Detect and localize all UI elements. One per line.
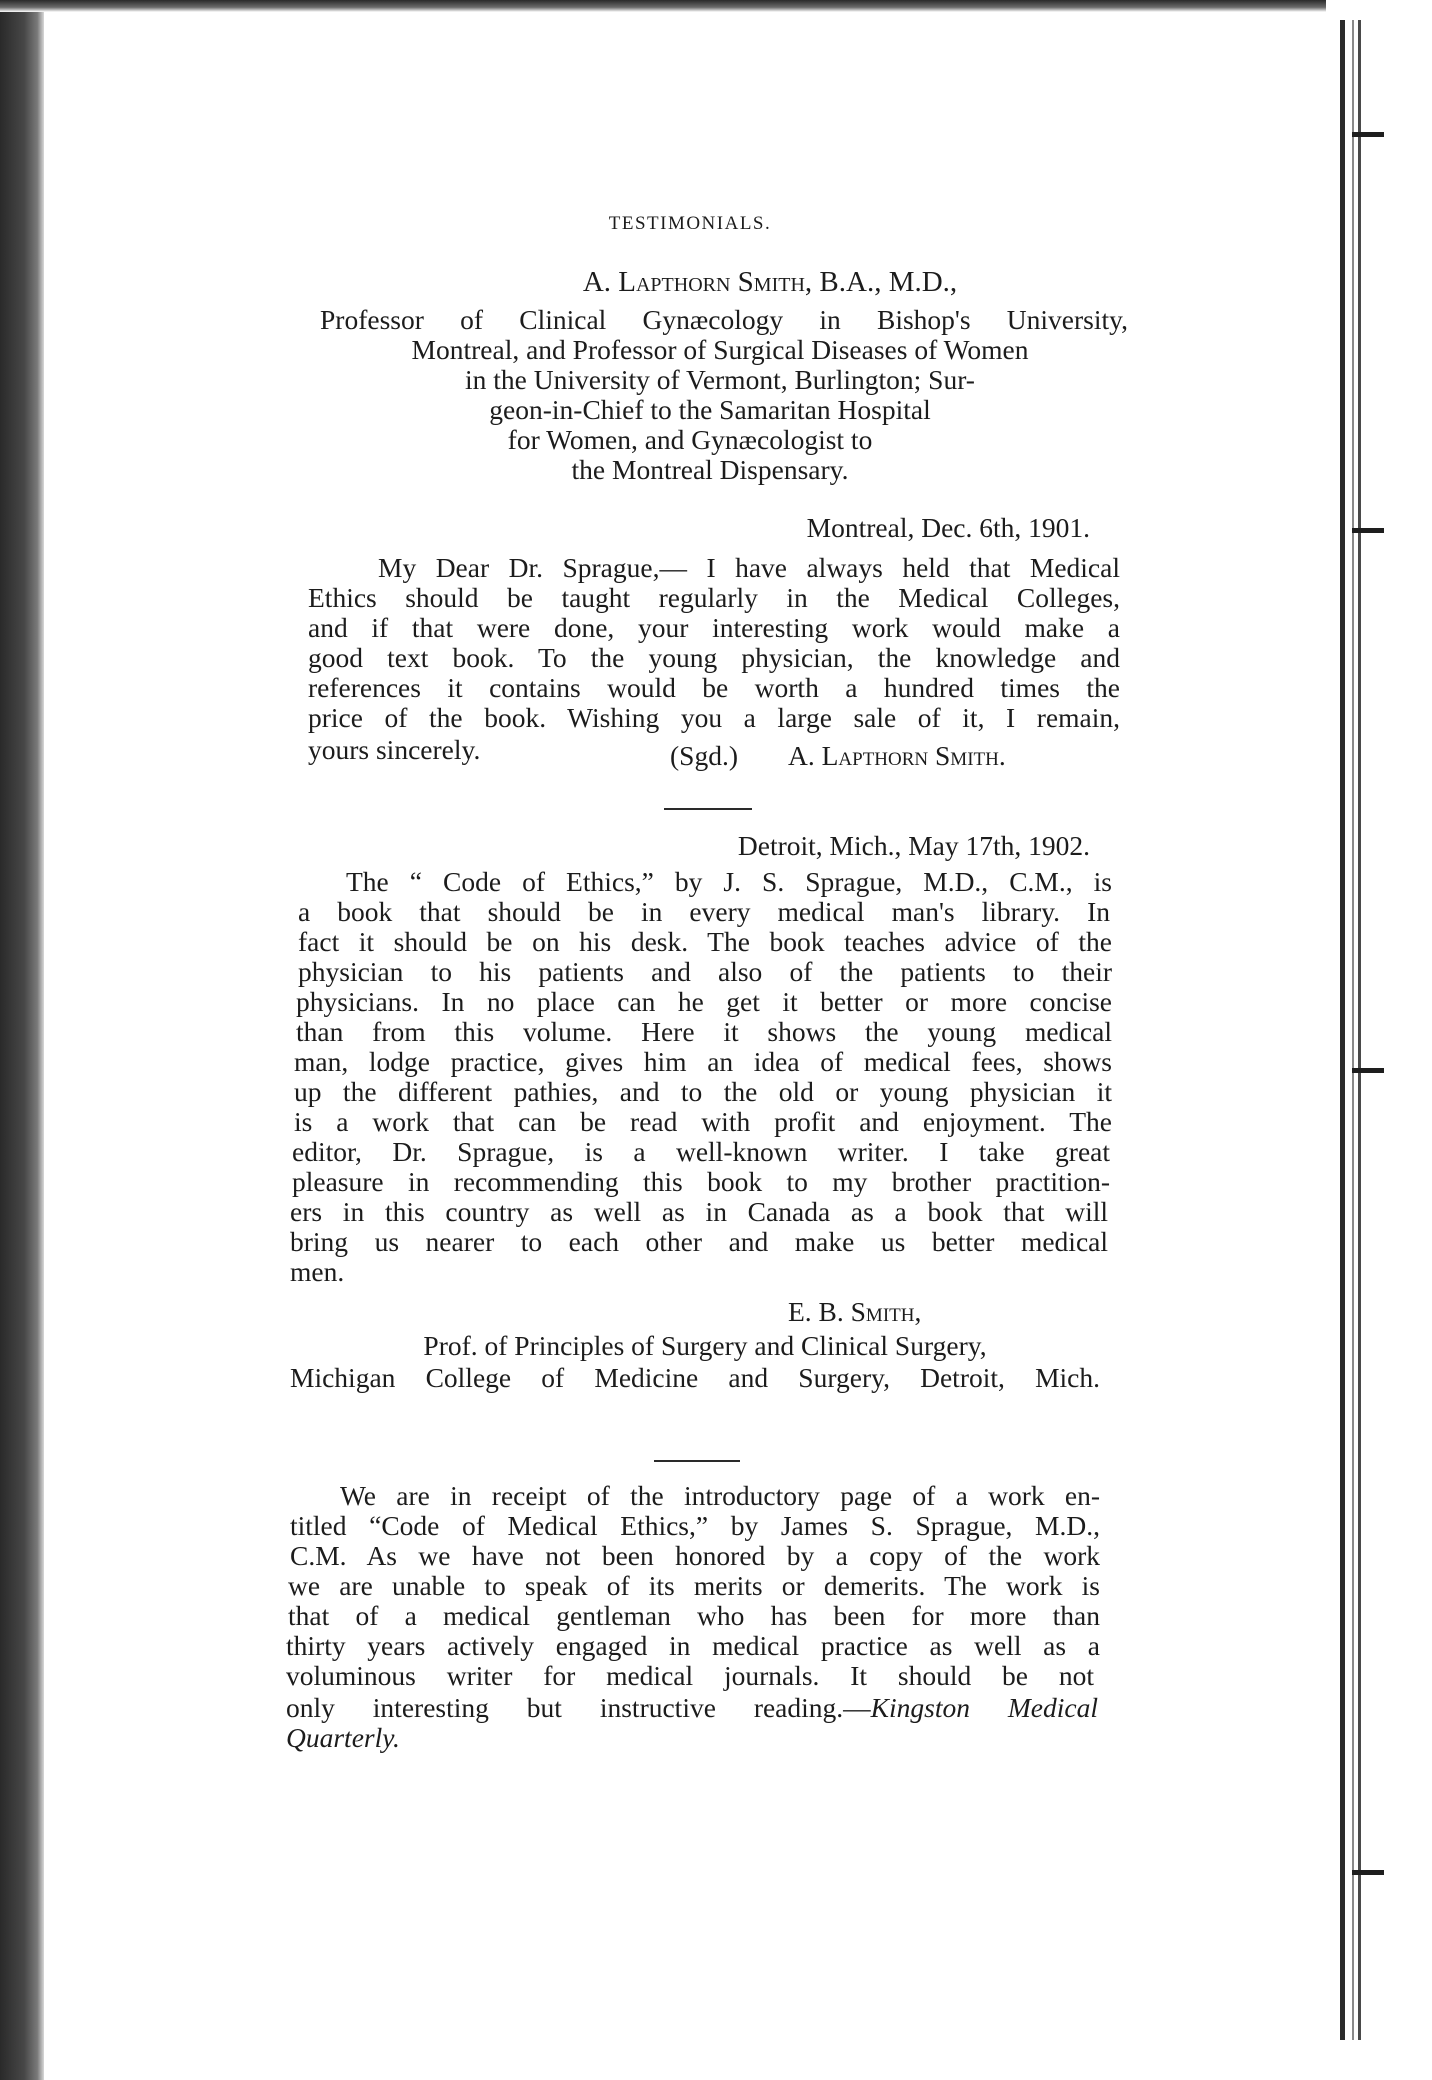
letter-line: price of the book. Wishing you a large sale of it, I remain,	[308, 702, 1120, 733]
section-divider	[654, 1460, 740, 1462]
author-title-line: the Montreal Dispensary.	[571, 454, 849, 485]
letter-line: Ethics should be taught regularly in the Medical Colleges,	[308, 582, 1120, 613]
author-title-line: Professor of Clinical Gynæcology in Bishop's University,	[320, 304, 1128, 335]
review-last-line	[286, 1692, 1098, 1724]
letter-line: is a work that can be read with profit and enjoyment. The	[294, 1106, 1112, 1137]
letter-line: physician to his patients and also of the patients to their	[298, 956, 1112, 987]
review-source: Kingston Medical	[870, 1692, 1098, 1723]
author-title-line: for Women, and Gynæcologist to	[507, 424, 873, 455]
testimonial-author-name: A. Lapthorn Smith, B.A., M.D.,	[582, 266, 958, 298]
signature-prefix: (Sgd.)	[670, 740, 738, 771]
author-title-line: in the University of Vermont, Burlington; Sur-	[465, 364, 975, 395]
letter-line: My Dear Dr. Sprague,— I have always held that Medical	[378, 552, 1120, 583]
section-divider	[664, 808, 752, 810]
review-line: titled “Code of Medical Ethics,” by James S. Sprague, M.D.,	[290, 1510, 1100, 1541]
author-title-line: Montreal, and Professor of Surgical Diseases of Women	[411, 334, 1029, 365]
letter-dateline: Montreal, Dec. 6th, 1901.	[806, 512, 1090, 543]
letter-dateline: Detroit, Mich., May 17th, 1902.	[737, 830, 1090, 861]
letter-closing: yours sincerely.	[308, 734, 481, 765]
letter-line: and if that were done, your interesting work would make a	[308, 612, 1120, 643]
author-title-line: geon-in-Chief to the Samaritan Hospital	[489, 394, 931, 425]
letter-line: a book that should be in every medical man's library. In	[298, 896, 1110, 927]
review-line-text: only interesting but instructive reading.—	[286, 1692, 871, 1723]
letter-line: men.	[290, 1256, 345, 1287]
review-line: we are unable to speak of its merits or demerits. The work is	[288, 1570, 1100, 1601]
review-source: Quarterly.	[286, 1722, 400, 1753]
letter-line: pleasure in recommending this book to my brother practition-	[292, 1166, 1110, 1197]
review-line: voluminous writer for medical journals. It should be not	[286, 1660, 1094, 1691]
letter-line: bring us nearer to each other and make us better medical	[290, 1226, 1108, 1257]
letter-line: ers in this country as well as in Canada as a book that will	[290, 1196, 1108, 1227]
letter-line: good text book. To the young physician, the knowledge and	[308, 642, 1120, 673]
letter-line: references it contains would be worth a hundred times the	[308, 672, 1120, 703]
page-heading: TESTIMONIALS.	[608, 213, 772, 234]
letter-line: fact it should be on his desk. The book teaches advice of the	[298, 926, 1112, 957]
letter-line: editor, Dr. Sprague, is a well-known writer. I take great	[292, 1136, 1110, 1167]
author-title-line: Prof. of Principles of Surgery and Clinical Surgery,	[423, 1330, 987, 1361]
letter-line: up the different pathies, and to the old or young physician it	[294, 1076, 1112, 1107]
review-line: We are in receipt of the introductory page of a work en-	[340, 1480, 1100, 1511]
letter-line: physicians. In no place can he get it better or more concise	[296, 986, 1112, 1017]
signature-name: A. Lapthorn Smith.	[788, 740, 1006, 771]
review-line: C.M. As we have not been honored by a copy of the work	[290, 1540, 1100, 1571]
signature-name: E. B. Smith,	[788, 1296, 922, 1327]
author-title-line: Michigan College of Medicine and Surgery, Detroit, Mich.	[290, 1362, 1100, 1393]
letter-line: The “ Code of Ethics,” by J. S. Sprague, M.D., C.M., is	[346, 866, 1112, 897]
review-line: that of a medical gentleman who has been for more than	[288, 1600, 1100, 1631]
review-line: thirty years actively engaged in medical practice as well as a	[286, 1630, 1100, 1661]
letter-line: than from this volume. Here it shows the young medical	[296, 1016, 1112, 1047]
letter-line: man, lodge practice, gives him an idea of medical fees, shows	[294, 1046, 1112, 1077]
